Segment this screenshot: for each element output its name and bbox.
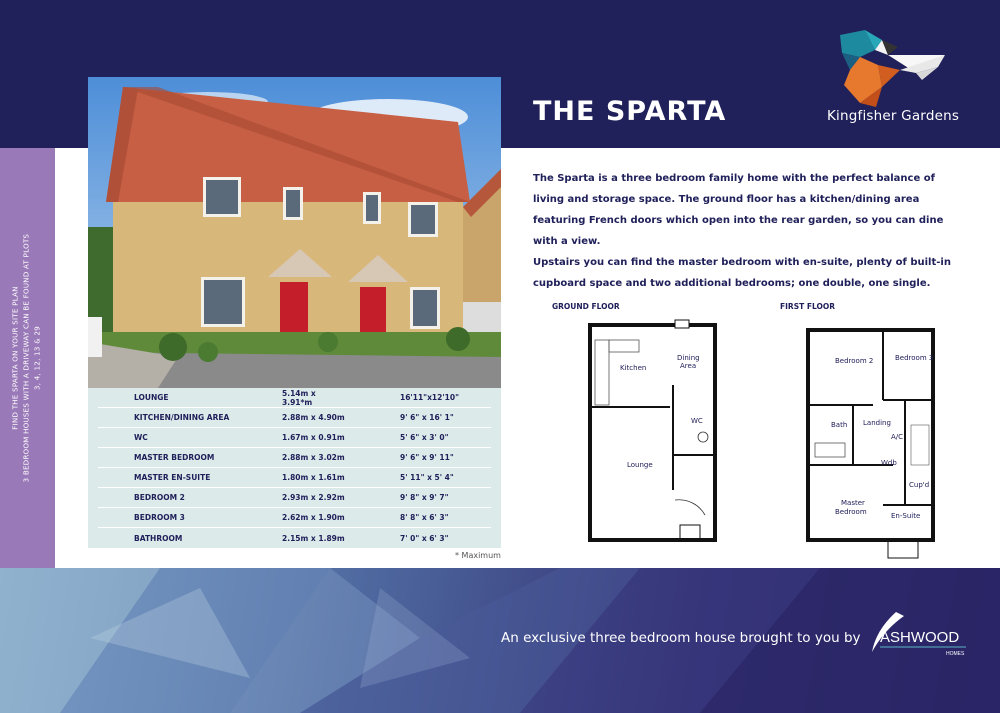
room-metric: 2.88m x 3.02m: [282, 453, 345, 462]
cupboard-label: Cup'd: [909, 481, 930, 489]
room-name: BEDROOM 2: [134, 493, 185, 502]
room-imperial: 9' 8" x 9' 7": [400, 493, 449, 502]
bath-label: Bath: [831, 421, 848, 429]
ashwood-subtitle: HOMES: [946, 651, 965, 657]
wc-label: WC: [691, 417, 703, 425]
room-name: BEDROOM 3: [134, 513, 185, 522]
room-imperial: 16'11"x12'10": [400, 393, 459, 402]
wdb-label: Wdb: [881, 459, 897, 467]
house-title: THE SPARTA: [533, 96, 727, 127]
table-row: [98, 488, 491, 508]
kitchen-label: Kitchen: [620, 364, 647, 372]
room-metric: 2.15m x 1.89m: [282, 533, 345, 543]
first-floor-plan: [803, 325, 938, 560]
room-metric: 1.80m x 1.61m: [282, 473, 345, 482]
room-imperial: 9' 6" x 16' 1": [400, 413, 454, 422]
room-name: MASTER BEDROOM: [134, 453, 215, 462]
room-imperial: 7' 0" x 6' 3": [400, 533, 449, 543]
ground-floor-label: GROUND FLOOR: [552, 302, 620, 311]
table-row: [98, 388, 491, 408]
room-name: MASTER EN-SUITE: [134, 473, 211, 482]
room-dimensions-table: [88, 388, 501, 548]
plot-info-text: FIND THE SPARTA ON YOUR SITE PLAN 3 BEDROOM HOUSES WITH A DRIVEWAY CAN BE FOUND AT PLOTS 3, 4, 12, 13 & 29: [11, 233, 42, 483]
room-imperial: 5' 6" x 3' 0": [400, 433, 449, 442]
room-name: WC: [134, 433, 148, 442]
master-label: Master: [841, 499, 865, 507]
room-metric: 5.14m x 3.91*m: [282, 388, 316, 407]
ground-floor-plan: [585, 315, 720, 545]
master-bedroom-label: Bedroom: [835, 508, 867, 516]
room-name: KITCHEN/DINING AREA: [134, 413, 230, 422]
footnote: * Maximum: [455, 551, 501, 560]
room-metric: 2.62m x 1.90m: [282, 513, 345, 522]
table-row: [98, 528, 491, 548]
bedroom-2-label: Bedroom 2: [835, 357, 874, 365]
room-name: LOUNGE: [134, 393, 169, 402]
table-row: [98, 448, 491, 468]
room-metric: 2.93m x 2.92m: [282, 493, 345, 502]
ac-label: A/C: [891, 433, 904, 441]
landing-label: Landing: [863, 419, 891, 427]
table-row: [98, 468, 491, 488]
room-imperial: 9' 6" x 9' 11": [400, 453, 454, 462]
table-row: [98, 508, 491, 528]
ashwood-wordmark: ASHWOOD: [880, 629, 960, 646]
bedroom-3-label: Bedroom 3: [895, 354, 934, 362]
lounge-label: Lounge: [627, 461, 653, 469]
room-metric: 2.88m x 4.90m: [282, 413, 345, 422]
first-floor-label: FIRST FLOOR: [780, 302, 835, 311]
dining-label-2: Area: [680, 362, 697, 370]
development-name: Kingfisher Gardens: [827, 108, 960, 124]
house-description: The Sparta is a three bedroom family home with the perfect balance of living and storage space. The ground floor has a kitchen/dining area featuring French doors which open into the rear garden, so you can dine with a view. Upstairs you can find the master bedroom with en-suite, plenty of built-in cupboard space and two additional bedrooms; one double, one single.: [533, 173, 951, 289]
table-row: [98, 408, 491, 428]
ashwood-logo-icon: [866, 610, 978, 660]
table-row: [98, 428, 491, 448]
house-photo: [88, 77, 501, 388]
room-name: BATHROOM: [134, 533, 183, 543]
room-imperial: 5' 11" x 5' 4": [400, 473, 454, 482]
room-metric: 1.67m x 0.91m: [282, 433, 345, 442]
ensuite-label: En-Suite: [891, 512, 921, 520]
dining-label: Dining: [677, 354, 700, 362]
room-imperial: 8' 8" x 6' 3": [400, 513, 449, 522]
footer-tagline: An exclusive three bedroom house brought to you by: [501, 630, 861, 646]
